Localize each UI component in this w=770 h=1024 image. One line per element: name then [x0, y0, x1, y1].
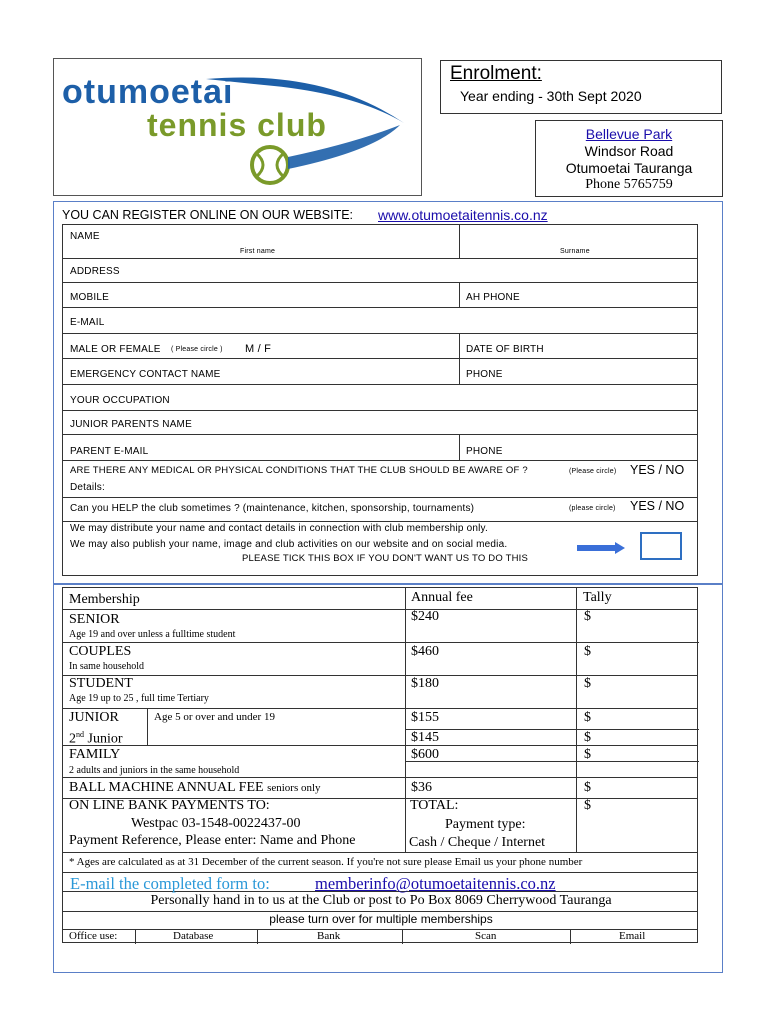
occupation-label: YOUR OCCUPATION [70, 395, 170, 406]
ball-machine-label [69, 780, 321, 796]
second-junior-number: 2 [69, 731, 76, 747]
tennis-ball-swoosh-icon [204, 73, 416, 191]
first-name-label: First name [240, 248, 276, 255]
help-yes-no[interactable]: YES / NO [630, 499, 685, 513]
second-junior-tally[interactable]: $ [584, 730, 591, 745]
couples-tally[interactable]: $ [584, 644, 591, 659]
second-junior-label [69, 730, 123, 748]
junior-fee: $155 [411, 710, 439, 725]
mobile-field[interactable] [123, 284, 457, 306]
junior-note: Age 5 or over and under 19 [154, 711, 275, 723]
emergency-phone-field[interactable] [513, 360, 697, 383]
enrolment-title: Enrolment: [450, 63, 542, 84]
junior-tally[interactable]: $ [584, 710, 591, 725]
payment-methods: Cash / Cheque / Internet [409, 835, 546, 850]
ball-machine-tally[interactable]: $ [584, 780, 591, 795]
logo-frame [53, 58, 422, 196]
please-circle-note: ( Please circle ) [171, 346, 223, 353]
email-field[interactable] [123, 309, 697, 332]
address-suburb: Otumoetai Tauranga [565, 160, 693, 176]
privacy-text-1: We may distribute your name and contact details in connection with club membership only. [70, 523, 488, 534]
first-name-field[interactable] [64, 226, 458, 257]
annual-fee-col-header: Annual fee [411, 590, 473, 605]
mobile-label: MOBILE [70, 292, 109, 303]
office-use-label: Office use: [69, 930, 118, 942]
payment-type-label: Payment type: [445, 817, 526, 832]
tally-col-header: Tally [583, 590, 612, 605]
couples-fee: $460 [411, 644, 439, 659]
emergency-phone-label: PHONE [466, 369, 503, 380]
details-field[interactable] [113, 478, 697, 496]
parent-phone-label: PHONE [466, 446, 503, 457]
address-label: ADDRESS [70, 266, 120, 277]
family-fee: $600 [411, 747, 439, 762]
student-label: STUDENT [69, 676, 133, 691]
gender-label: MALE OR FEMALE [70, 344, 161, 355]
junior-parents-label: JUNIOR PARENTS NAME [70, 419, 192, 430]
student-fee: $180 [411, 676, 439, 691]
logo-text-tennis-club: tennis club [147, 107, 327, 143]
online-register-text: YOU CAN REGISTER ONLINE ON OUR WEBSITE: [62, 208, 354, 222]
occupation-field[interactable] [183, 386, 697, 409]
parent-email-field[interactable] [163, 436, 457, 459]
office-scan: Scan [475, 930, 497, 942]
emergency-contact-label: EMERGENCY CONTACT NAME [70, 369, 221, 380]
second-junior-suffix: nd [76, 730, 84, 739]
bank-reference: Payment Reference, Please enter: Name and Phone [69, 833, 356, 848]
senior-tally[interactable]: $ [584, 609, 591, 624]
office-database: Database [173, 930, 214, 942]
medical-yes-no[interactable]: YES / NO [630, 463, 685, 477]
details-label: Details: [70, 482, 105, 493]
student-note: Age 19 up to 25 , full time Tertiary [69, 693, 209, 704]
logo-text-otumoetai: otumoetai [62, 73, 234, 111]
gender-choice-m-f[interactable]: M / F [245, 343, 272, 355]
junior-label: JUNIOR [69, 710, 119, 725]
parent-email-label: PARENT E-MAIL [70, 446, 149, 457]
bellevue-park-link[interactable]: Bellevue Park [585, 126, 673, 142]
opt-out-checkbox[interactable] [640, 532, 682, 560]
turn-over-note: please turn over for multiple memberships [269, 912, 493, 926]
post-instruction: Personally hand in to us at the Club or post to Po Box 8069 Cherrywood Tauranga [150, 893, 612, 908]
age-calculation-note: * Ages are calculated as at 31 December of the current season. If you're not sure please Email us your phone number [69, 856, 583, 868]
parent-phone-field[interactable] [513, 436, 697, 459]
ball-machine-fee: $36 [411, 780, 432, 795]
email-label: E-MAIL [70, 317, 105, 328]
website-link[interactable]: www.otumoetaitennis.co.nz [378, 207, 548, 223]
ah-phone-label: AH PHONE [466, 292, 520, 303]
address-phone: Phone 5765759 [585, 177, 673, 192]
second-junior-text: Junior [84, 731, 123, 747]
senior-label: SENIOR [69, 612, 120, 627]
ball-machine-text: BALL MACHINE ANNUAL FEE [69, 780, 264, 795]
bank-account: Westpac 03-1548-0022437-00 [131, 816, 301, 831]
help-please-circle: (please circle) [569, 505, 616, 512]
enrolment-year: Year ending - 30th Sept 2020 [460, 88, 642, 104]
membership-col-header: Membership [69, 592, 140, 607]
emergency-contact-field[interactable] [233, 360, 457, 383]
office-bank: Bank [317, 930, 341, 942]
surname-label: Surname [560, 248, 590, 255]
surname-field[interactable] [461, 226, 697, 257]
medical-please-circle: (Please circle) [569, 468, 617, 475]
registration-grid [62, 224, 698, 576]
total-label: TOTAL: [410, 798, 459, 813]
address-field[interactable] [133, 260, 697, 281]
bank-payments-title: ON LINE BANK PAYMENTS TO: [69, 798, 270, 813]
family-tally[interactable]: $ [584, 747, 591, 762]
student-tally[interactable]: $ [584, 676, 591, 691]
arrow-right-icon [577, 542, 625, 554]
privacy-tick-instruction: PLEASE TICK THIS BOX IF YOU DON'T WANT US TO DO THIS [242, 553, 529, 564]
second-junior-fee: $145 [411, 730, 439, 745]
name-label: NAME [70, 231, 100, 242]
senior-note: Age 19 and over unless a fulltime student [69, 629, 236, 640]
ah-phone-field[interactable] [533, 284, 697, 306]
family-label: FAMILY [69, 747, 121, 762]
help-question: Can you HELP the club sometimes ? (maintenance, kitchen, sponsorship, tournaments) [70, 503, 475, 514]
email-instruction: E-mail the completed form to: [70, 874, 270, 893]
ball-machine-note: seniors only [267, 782, 321, 794]
family-note: 2 adults and juniors in the same household [69, 765, 240, 776]
office-email: Email [619, 930, 646, 942]
junior-parents-field[interactable] [203, 412, 697, 433]
couples-note: In same household [69, 661, 144, 672]
address-road: Windsor Road [584, 143, 674, 159]
total-tally[interactable]: $ [584, 798, 591, 813]
couples-label: COUPLES [69, 644, 132, 659]
dob-label: DATE OF BIRTH [466, 344, 544, 355]
senior-fee: $240 [411, 609, 439, 624]
medical-question: ARE THERE ANY MEDICAL OR PHYSICAL CONDITIONS THAT THE CLUB SHOULD BE AWARE OF ? [70, 465, 528, 476]
membership-table [62, 587, 698, 943]
email-address-link[interactable]: memberinfo@otumoetaitennis.co.nz [315, 874, 556, 893]
dob-field[interactable] [553, 335, 697, 357]
privacy-text-2: We may also publish your name, image and club activities on our website and on social media. [70, 539, 508, 550]
